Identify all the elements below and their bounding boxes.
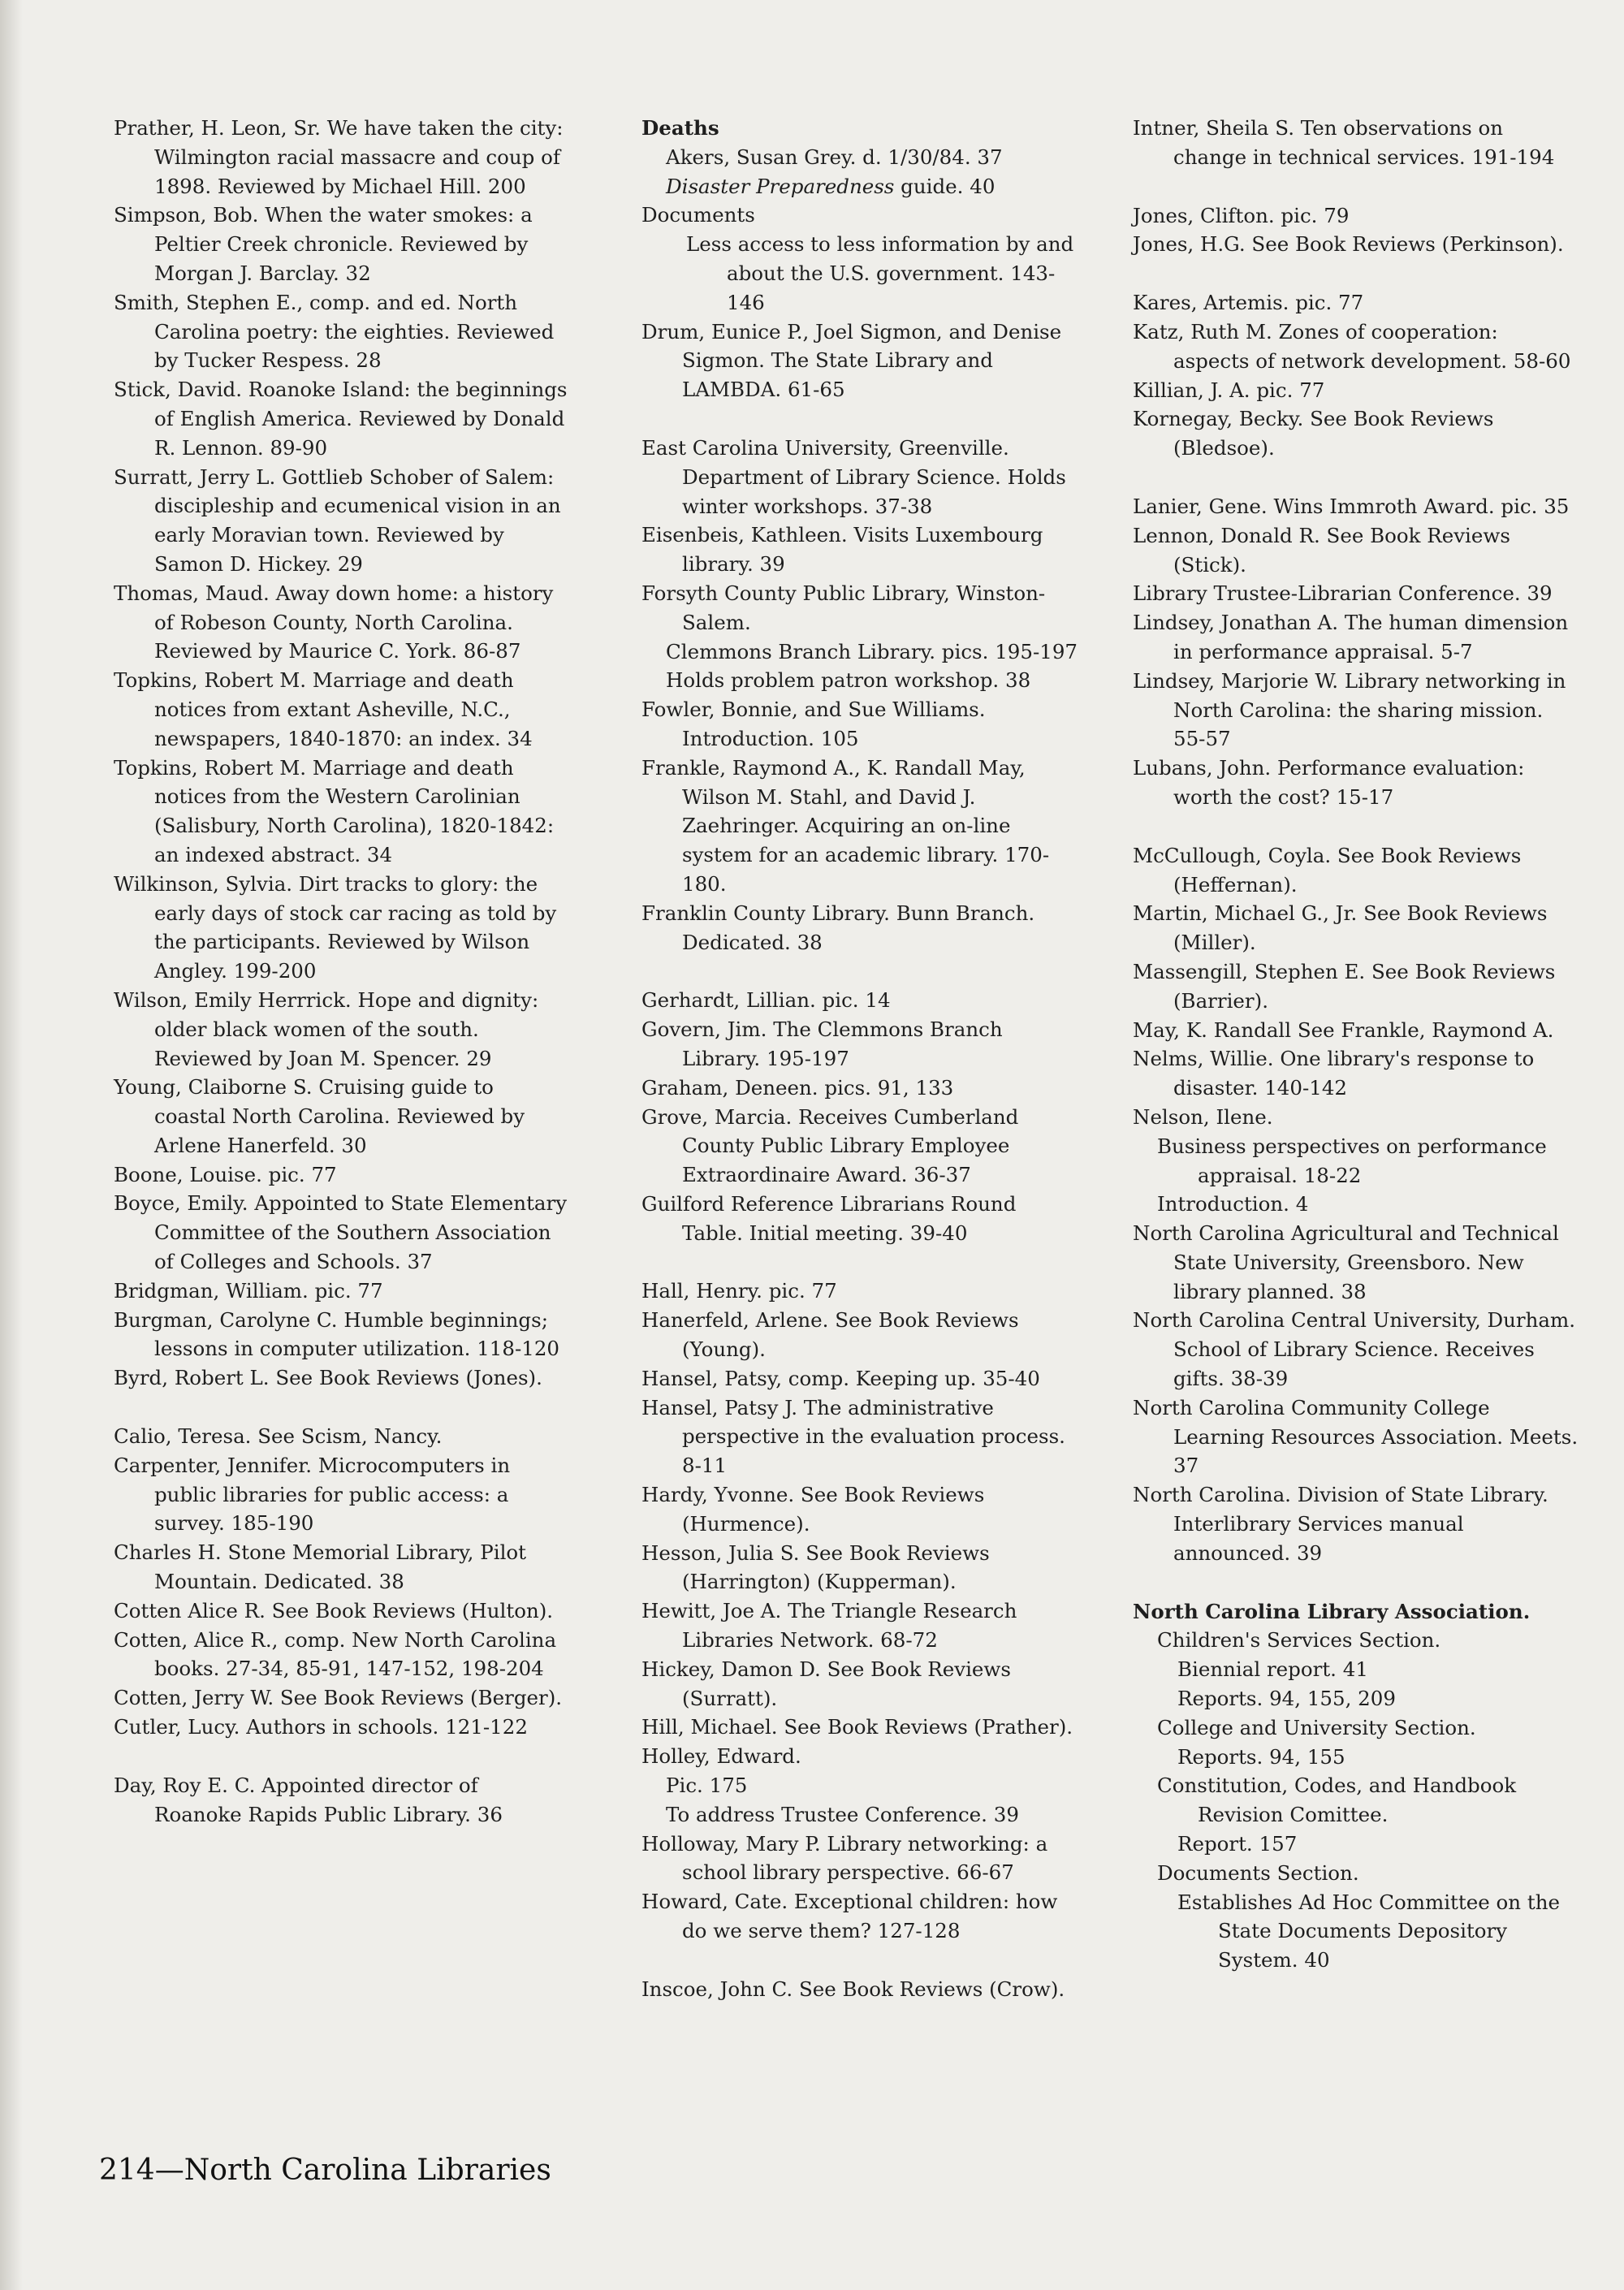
index-entry	[641, 1074, 1080, 1103]
index-entry	[114, 1422, 568, 1451]
index-entry-text: Forsyth County Public Library, Winston-Salem.	[641, 581, 1046, 634]
index-entry	[114, 1160, 568, 1190]
index-entry-text: Young, Claiborne S. Cruising guide to coastal North Carolina. Reviewed by Arlene Hanerfeld. 30	[114, 1075, 525, 1157]
index-entry-text: Kares, Artemis. pic. 77	[1133, 291, 1364, 315]
index-entry-text: Lubans, John. Performance evaluation: worth the cost? 15-17	[1133, 756, 1525, 809]
index-entry	[641, 1306, 1080, 1364]
index-entry	[114, 288, 568, 375]
index-entry-text: Martin, Michael G., Jr. See Book Reviews (Miller).	[1133, 901, 1548, 955]
index-entry	[1133, 667, 1579, 754]
page-binding-shadow	[0, 0, 23, 2290]
index-entry	[641, 986, 1080, 1015]
index-entry-text: Cotten Alice R. See Book Reviews (Hulton).	[114, 1598, 554, 1622]
index-entry	[1133, 1655, 1579, 1684]
index-entry-text: May, K. Randall See Frankle, Raymond A.	[1133, 1018, 1554, 1042]
index-entry-text: Cutler, Lucy. Authors in schools. 121-122	[114, 1715, 528, 1739]
index-entry-text: Topkins, Robert M. Marriage and death notices from the Western Carolinian (Salisbury, North Carolina), 1820-1842: an indexed abstract. 34	[114, 755, 555, 866]
index-entry-text: Hewitt, Joe A. The Triangle Research Libraries Network. 68-72	[641, 1599, 1017, 1653]
index-entry	[641, 201, 1080, 230]
index-entry-text: To address Trustee Conference. 39	[666, 1802, 1019, 1826]
index-entry-text: Jones, Clifton. pic. 79	[1133, 203, 1350, 227]
index-entry	[1133, 1219, 1579, 1306]
index-entry	[641, 1190, 1080, 1248]
index-entry	[641, 1393, 1080, 1480]
index-entry	[114, 1277, 568, 1306]
index-entry	[1133, 318, 1579, 376]
index-entry-text: Less access to less information by and about the U.S. government. 143-146	[686, 232, 1074, 314]
index-entry-text: Fowler, Bonnie, and Sue Williams. Introduction. 105	[641, 698, 986, 750]
index-entry-text: Calio, Teresa. See Scism, Nancy.	[114, 1424, 443, 1449]
index-entry-text: Nelson, Ilene.	[1133, 1104, 1273, 1129]
index-entry	[641, 172, 1080, 201]
index-entry	[641, 579, 1080, 637]
page-footer: 214—North Carolina Libraries	[99, 2154, 551, 2187]
index-entry-text: Wilkinson, Sylvia. Dirt tracks to glory: the early days of stock car racing as told by the participants. Reviewed by Wilson Angley. 199-200	[114, 871, 557, 983]
index-entry	[114, 1189, 568, 1276]
index-entry	[1133, 608, 1579, 667]
index-entry	[1133, 579, 1579, 608]
index-entry-text: Day, Roy E. C. Appointed director of Roanoke Rapids Public Library. 36	[114, 1773, 503, 1826]
index-entry	[114, 201, 568, 287]
index-entry-text: Hesson, Julia S. See Book Reviews (Harrington) (Kupperman).	[641, 1540, 990, 1594]
index-entry	[114, 1451, 568, 1538]
index-entry-text: North Carolina Community College Learning Resources Association. Meets. 37	[1133, 1395, 1579, 1478]
index-entry	[114, 1538, 568, 1597]
index-column-1	[114, 114, 568, 1829]
index-entry	[114, 1683, 568, 1713]
index-entry	[1133, 1393, 1579, 1480]
index-entry-suffix: guide. 40	[894, 174, 996, 198]
index-entry	[114, 375, 568, 462]
index-entry-text: Frankle, Raymond A., K. Randall May, Wilson M. Stahl, and David J. Zaehringer. Acquiring an on-line system for an academic library. 170-180.	[641, 755, 1050, 896]
index-column-3	[1133, 114, 1579, 1975]
index-entry	[1133, 1830, 1579, 1859]
index-entry-text: Intner, Sheila S. Ten observations on change in technical services. 191-194	[1133, 116, 1555, 169]
index-entry	[641, 1015, 1080, 1074]
index-entry	[1133, 899, 1579, 957]
index-entry	[641, 1597, 1080, 1655]
index-entry-text: Establishes Ad Hoc Committee on the State Documents Depository System. 40	[1177, 1890, 1560, 1972]
index-entry-text: Holds problem patron workshop. 38	[666, 668, 1031, 693]
index-entry-text: Grove, Marcia. Receives Cumberland County Public Library Employee Extraordinaire Award. 36-37	[641, 1104, 1019, 1187]
index-entry	[1133, 201, 1579, 231]
index-entry	[641, 1480, 1080, 1539]
index-entry	[641, 1655, 1080, 1713]
index-entry-text: Guilford Reference Librarians Round Table. Initial meeting. 39-40	[641, 1191, 1017, 1245]
index-entry	[641, 637, 1080, 667]
index-entry-text: Jones, H.G. See Book Reviews (Perkinson).	[1133, 232, 1564, 257]
index-entry	[1133, 114, 1579, 172]
index-entry-text: Hansel, Patsy J. The administrative perspective in the evaluation process. 8-11	[641, 1395, 1065, 1478]
index-entry-text: East Carolina University, Greenville. Department of Library Science. Holds winter workshops. 37-38	[641, 435, 1066, 518]
index-entry-text: Lennon, Donald R. See Book Reviews (Stick).	[1133, 523, 1510, 577]
index-entry-text: Boyce, Emily. Appointed to State Elementary Committee of the Southern Association of Colleges and Schools. 37	[114, 1191, 568, 1274]
index-entry	[641, 1800, 1080, 1830]
index-entry	[114, 1073, 568, 1160]
index-entry-text: Pic. 175	[666, 1774, 748, 1798]
index-entry	[1133, 1132, 1579, 1190]
index-entry	[114, 1306, 568, 1364]
index-entry-text: Lindsey, Marjorie W. Library networking in North Carolina: the sharing mission. 55-57	[1133, 668, 1566, 751]
index-entry-text: Topkins, Robert M. Marriage and death notices from extant Asheville, N.C., newspapers, 1840-1870: an index. 34	[114, 668, 533, 750]
index-entry	[1133, 1103, 1579, 1132]
index-entry	[114, 754, 568, 870]
index-entry	[1133, 492, 1579, 521]
index-entry-text: Library Trustee-Librarian Conference. 39	[1133, 581, 1553, 606]
index-entry	[1133, 521, 1579, 580]
index-entry	[641, 1277, 1080, 1306]
index-entry	[1133, 754, 1579, 812]
index-entry	[641, 1771, 1080, 1800]
index-entry-text: Howard, Cate. Exceptional children: how do we serve them? 127-128	[641, 1890, 1058, 1943]
index-entry	[114, 1771, 568, 1830]
index-entry	[1133, 288, 1579, 318]
index-entry	[641, 754, 1080, 899]
index-entry	[1133, 404, 1579, 463]
index-entry	[114, 1597, 568, 1626]
index-entry	[114, 1626, 568, 1684]
index-entry-text: Reports. 94, 155	[1177, 1744, 1345, 1769]
index-entry	[1133, 1743, 1579, 1772]
index-entry	[641, 899, 1080, 957]
index-column-2	[641, 114, 1080, 2004]
index-entry-text: Eisenbeis, Kathleen. Visits Luxembourg library. 39	[641, 523, 1043, 577]
index-entry	[641, 434, 1080, 521]
index-entry	[114, 1713, 568, 1742]
index-entry-text: Boone, Louise. pic. 77	[114, 1162, 337, 1186]
index-entry-text: Charles H. Stone Memorial Library, Pilot Mountain. Dedicated. 38	[114, 1540, 527, 1594]
index-entry	[114, 870, 568, 986]
index-entry-text: Surratt, Jerry L. Gottlieb Schober of Salem: discipleship and ecumenical vision in an early Moravian town. Reviewed by Samon D. Hickey. 29	[114, 464, 561, 576]
index-entry-text: Holloway, Mary P. Library networking: a school library perspective. 66-67	[641, 1831, 1048, 1885]
index-entry-text: North Carolina Library Association.	[1133, 1599, 1531, 1623]
index-entry-text: Bridgman, William. pic. 77	[114, 1278, 383, 1303]
index-entry-text: Disaster Preparedness	[666, 174, 895, 198]
index-entry-text: Killian, J. A. pic. 77	[1133, 378, 1325, 402]
index-entry-text: Cotten, Jerry W. See Book Reviews (Berger).	[114, 1686, 563, 1710]
index-entry-text: Introduction. 4	[1157, 1192, 1309, 1216]
index-entry	[1133, 1626, 1579, 1655]
index-entry-text: Inscoe, John C. See Book Reviews (Crow).	[641, 1977, 1065, 2001]
index-entry	[114, 463, 568, 579]
index-entry-text: Business perspectives on performance appraisal. 18-22	[1157, 1134, 1547, 1187]
index-entry	[641, 1742, 1080, 1771]
index-entry-text: Massengill, Stephen E. See Book Reviews (Barrier).	[1133, 959, 1556, 1013]
index-entry	[114, 114, 568, 201]
index-entry-text: Biennial report. 41	[1177, 1657, 1368, 1682]
index-entry	[114, 666, 568, 753]
index-entry	[641, 1830, 1080, 1888]
index-entry-text: Documents Section.	[1157, 1860, 1359, 1885]
index-entry	[641, 666, 1080, 695]
index-entry	[1133, 1713, 1579, 1743]
index-heading	[1133, 1597, 1579, 1627]
index-entry-text: Govern, Jim. The Clemmons Branch Library. 195-197	[641, 1018, 1003, 1070]
index-entry-text: Hansel, Patsy, comp. Keeping up. 35-40	[641, 1366, 1040, 1390]
index-entry	[114, 579, 568, 666]
index-entry-text: Carpenter, Jennifer. Microcomputers in public libraries for public access: a survey. 185-190	[114, 1453, 511, 1536]
index-entry-text: Byrd, Robert L. See Book Reviews (Jones).	[114, 1366, 542, 1390]
index-entry-text: Wilson, Emily Herrrick. Hope and dignity: older black women of the south. Reviewed by Joan M. Spencer. 29	[114, 987, 539, 1070]
index-entry	[641, 230, 1080, 317]
index-entry	[641, 1887, 1080, 1946]
index-entry-text: Constitution, Codes, and Handbook Revision Comittee.	[1157, 1774, 1517, 1827]
index-entry-text: Lanier, Gene. Wins Immroth Award. pic. 35	[1133, 494, 1570, 518]
index-entry-text: Hill, Michael. See Book Reviews (Prather).	[641, 1715, 1073, 1739]
index-entry-text: Graham, Deneen. pics. 91, 133	[641, 1075, 954, 1100]
index-heading	[641, 114, 1080, 143]
index-entry	[1133, 1888, 1579, 1975]
index-entry-text: Cotten, Alice R., comp. New North Carolina books. 27-34, 85-91, 147-152, 198-204	[114, 1627, 557, 1681]
index-entry	[1133, 957, 1579, 1016]
index-entry-text: Children's Services Section.	[1157, 1628, 1441, 1653]
index-entry-text: Katz, Ruth M. Zones of cooperation: aspects of network development. 58-60	[1133, 319, 1571, 373]
index-entry-text: Thomas, Maud. Away down home: a history of Robeson County, North Carolina. Reviewed by Maurice C. York. 86-87	[114, 581, 554, 663]
index-entry	[1133, 841, 1579, 900]
index-entry-text: Hardy, Yvonne. See Book Reviews (Hurmence).	[641, 1483, 985, 1536]
index-entry	[641, 1975, 1080, 2004]
index-entry-text: Deaths	[641, 116, 719, 140]
index-entry-text: North Carolina Agricultural and Technical State University, Greensboro. New library planned. 38	[1133, 1221, 1559, 1303]
index-entry	[641, 1713, 1080, 1742]
index-entry-text: Smith, Stephen E., comp. and ed. North Carolina poetry: the eighties. Reviewed by Tucker Respess. 28	[114, 290, 555, 373]
index-entry-text: Lindsey, Jonathan A. The human dimension in performance appraisal. 5-7	[1133, 611, 1569, 663]
index-entry	[641, 1103, 1080, 1190]
index-entry-text: Hall, Henry. pic. 77	[641, 1279, 837, 1303]
index-entry	[641, 695, 1080, 754]
index-entry	[1133, 376, 1579, 405]
index-entry	[641, 1539, 1080, 1597]
index-entry-text: Stick, David. Roanoke Island: the beginnings of English America. Reviewed by Donald R. Lennon. 89-90	[114, 378, 568, 460]
index-entry	[1133, 1480, 1579, 1567]
index-entry-text: Hickey, Damon D. See Book Reviews (Surratt).	[641, 1657, 1011, 1710]
index-entry-text: North Carolina Central University, Durham. School of Library Science. Receives gifts. 38-39	[1133, 1308, 1576, 1391]
index-entry-text: Report. 157	[1177, 1832, 1298, 1856]
index-entry-text: College and University Section.	[1157, 1715, 1476, 1739]
index-entry-text: Gerhardt, Lillian. pic. 14	[641, 988, 891, 1013]
index-entry	[1133, 1684, 1579, 1713]
index-entry	[1133, 1771, 1579, 1830]
index-entry-text: Franklin County Library. Bunn Branch. Dedicated. 38	[641, 901, 1035, 954]
index-entry	[1133, 230, 1579, 259]
index-entry-text: Holley, Edward.	[641, 1744, 801, 1769]
index-entry	[114, 1363, 568, 1393]
index-entry	[1133, 1306, 1579, 1393]
index-entry-text: Prather, H. Leon, Sr. We have taken the city: Wilmington racial massacre and coup of 1898. Reviewed by Michael Hill. 200	[114, 116, 564, 198]
index-entry-text: Drum, Eunice P., Joel Sigmon, and Denise Sigmon. The State Library and LAMBDA. 61-65	[641, 319, 1062, 402]
index-entry	[641, 318, 1080, 404]
index-entry-text: Documents	[641, 203, 755, 227]
index-entry-text: Kornegay, Becky. See Book Reviews (Bledsoe).	[1133, 407, 1494, 460]
index-entry-text: Reports. 94, 155, 209	[1177, 1687, 1396, 1711]
index-entry-text: McCullough, Coyla. See Book Reviews (Heffernan).	[1133, 843, 1522, 897]
index-entry	[1133, 1044, 1579, 1103]
index-entry	[114, 986, 568, 1073]
index-entry	[1133, 1016, 1579, 1045]
index-entry-text: Burgman, Carolyne C. Humble beginnings; lessons in computer utilization. 118-120	[114, 1307, 560, 1361]
index-entry-text: Nelms, Willie. One library's response to disaster. 140-142	[1133, 1047, 1535, 1100]
index-entry-text: Simpson, Bob. When the water smokes: a Peltier Creek chronicle. Reviewed by Morgan J. Barclay. 32	[114, 203, 533, 285]
index-entry-text: Clemmons Branch Library. pics. 195-197	[666, 639, 1078, 663]
index-entry	[1133, 1859, 1579, 1888]
index-entry	[1133, 1190, 1579, 1219]
index-entry-text: North Carolina. Division of State Library. Interlibrary Services manual announced. 39	[1133, 1483, 1548, 1565]
index-entry-text: Hanerfeld, Arlene. See Book Reviews (Young).	[641, 1308, 1019, 1362]
index-entry	[641, 143, 1080, 172]
index-entry-text: Akers, Susan Grey. d. 1/30/84. 37	[666, 145, 1003, 169]
index-entry	[641, 521, 1080, 579]
index-entry	[641, 1364, 1080, 1393]
